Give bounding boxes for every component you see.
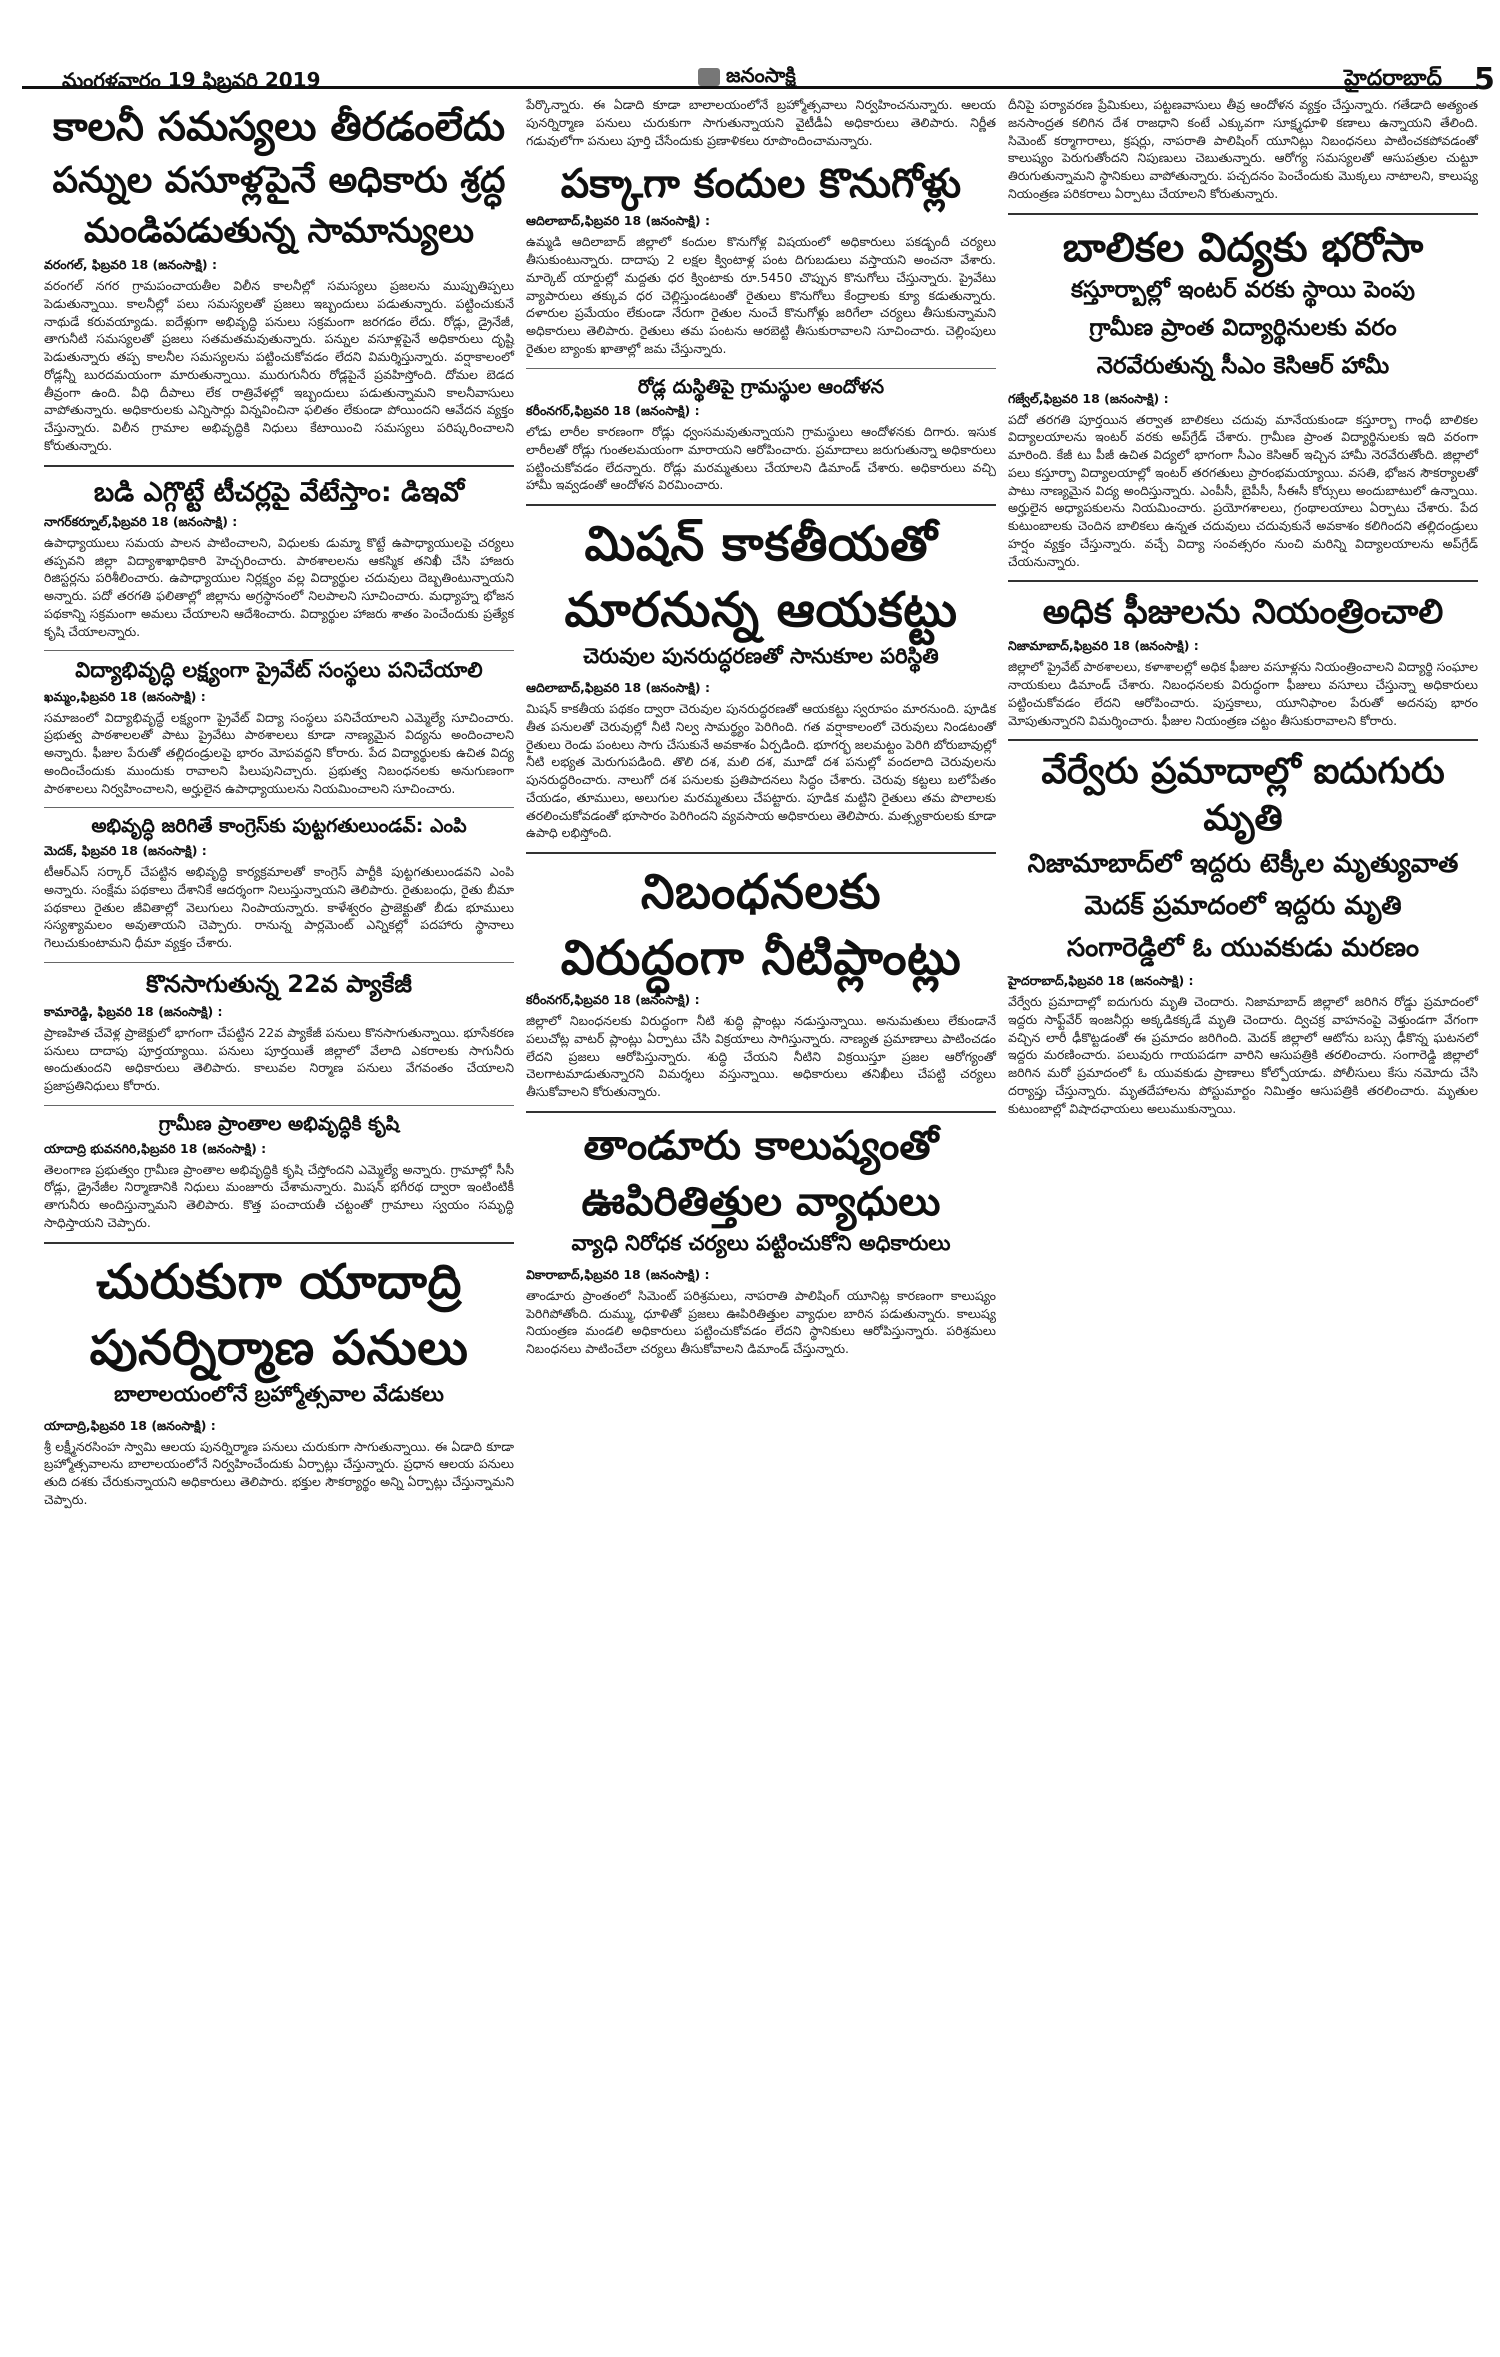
divider	[1008, 213, 1478, 215]
article-body: జిల్లాలో ప్రైవేట్ పాఠశాలలు, కళాశాలల్లో అధిక ఫీజుల వసూళ్లను నియంత్రించాలని విద్యార్థి సంఘాల నాయకులు డిమాండ్ చేశారు. నిబంధనలకు విరుద్ధంగా ఫీజులు వసూలు చేస్తున్నా అధికారులు పట్టించుకోవడం లేదని ఆరోపించారు. పుస్తకాలు, యూనిఫాంల పేరుతో అదనపు భారం మోపుతున్నారని విమర్శించారు. ఫీజుల నియంత్రణ చట్టం తీసుకురావాలని కోరారు.	[1008, 659, 1478, 728]
article-body: సమాజంలో విద్యాభివృద్ధే లక్ష్యంగా ప్రైవేట్ విద్యా సంస్థలు పనిచేయాలని ఎమ్మెల్యే సూచించారు. ప్రభుత్వ పాఠశాలలతో పాటు ప్రైవేటు పాఠశాలలు కూడా నాణ్యమైన విద్యను అందించాలని అన్నారు. ఫీజుల పేరుతో తల్లిదండ్రులపై భారం మోపవద్దని కోరారు. పేద విద్యార్థులకు ఉచిత విద్య అందించేందుకు ముందుకు రావాలని పిలుపునిచ్చారు. ప్రభుత్వ నిబంధనలకు అనుగుణంగా పాఠశాలలు నిర్వహించాలని, అర్హులైన ఉపాధ్యాయులను నియమించాలని సూచించారు.	[44, 709, 514, 796]
divider	[44, 465, 514, 467]
dateline: మెదక్, ఫిబ్రవరి 18 (జనంసాక్షి) :	[44, 843, 207, 859]
headline: అభివృద్ధి జరిగితే కాంగ్రెస్‌కు పుట్టగతులుండవ్: ఎంపి	[91, 815, 467, 838]
story-private-institutions	[44, 657, 514, 797]
headline: పునర్నిర్మాణ పనులు	[89, 1319, 469, 1376]
logo-icon	[698, 68, 720, 86]
divider	[44, 962, 514, 963]
story-rural-development	[44, 1112, 514, 1232]
story-continuation	[526, 96, 996, 149]
newspaper-logo	[698, 64, 796, 90]
headline: తాండూరు కాలుష్యంతో	[583, 1122, 939, 1169]
column-middle	[526, 96, 996, 1368]
dateline: వికారాబాద్,ఫిబ్రవరి 18 (జనంసాక్షి) :	[526, 1266, 710, 1282]
story-22nd-package	[44, 969, 514, 1095]
article-body: శ్రీ లక్ష్మీనరసింహ స్వామి ఆలయ పునర్నిర్మాణ పనులు చురుకుగా సాగుతున్నాయి. ఈ ఏడాది కూడా బ్రహ్మోత్సవాలను బాలాలయంలోనే నిర్వహించేందుకు ఏర్పాట్లు చేస్తున్నారు. ప్రధాన ఆలయ పనులు తుది దశకు చేరుకున్నాయని అధికారులు తెలిపారు. భక్తుల సౌకర్యార్థం అన్ని ఏర్పాట్లు చేస్తున్నామని చెప్పారు.	[44, 1438, 514, 1507]
headline: కొనసాగుతున్న 22వ ప్యాకేజీ	[146, 969, 412, 998]
story-congress-mp	[44, 814, 514, 951]
dateline: వరంగల్, ఫిబ్రవరి 18 (జనంసాక్షి) :	[44, 257, 217, 273]
story-teachers-absent	[44, 475, 514, 641]
article-body: తెలంగాణ ప్రభుత్వం గ్రామీణ ప్రాంతాల అభివృద్ధికి కృషి చేస్తోందని ఎమ్మెల్యే అన్నారు. గ్రామాల్లో సీసీ రోడ్లు, డ్రైనేజీల నిర్మాణానికి నిధులు మంజూరు చేశామన్నారు. మిషన్ భగీరథ ద్వారా ఇంటింటికీ తాగునీరు అందిస్తున్నామని తెలిపారు. కొత్త పంచాయతీ చట్టంతో గ్రామాలు స్వయం సమృద్ధి సాధిస్తాయని చెప్పారు.	[44, 1161, 514, 1230]
headline: వేర్వేరు ప్రమాదాల్లో ఐదుగురు మృతి	[1041, 751, 1445, 840]
dateline: యాదాద్రి,ఫిబ్రవరి 18 (జనంసాక్షి) :	[44, 1417, 216, 1433]
story-girls-education	[1008, 223, 1478, 571]
article-body: వేర్వేరు ప్రమాదాల్లో ఐదుగురు మృతి చెందారు. నిజామాబాద్ జిల్లాలో జరిగిన రోడ్డు ప్రమాదంలో ఇద్దరు సాఫ్ట్‌వేర్ ఇంజనీర్లు అక్కడికక్కడే మృతి చెందారు. ద్విచక్ర వాహనంపై వెళ్తుండగా వేగంగా వచ్చిన లారీ ఢీకొట్టడంతో ఈ ప్రమాదం జరిగింది. మెదక్ జిల్లాలో ఆటోను బస్సు ఢీకొన్న ఘటనలో ఇద్దరు మరణించారు. పలువురు గాయపడగా వారిని ఆసుపత్రికి తరలించారు. సంగారెడ్డి జిల్లాలో జరిగిన మరో ప్రమాదంలో ఓ యువకుడు ప్రాణాలు కోల్పోయాడు. పోలీసులు కేసు నమోదు చేసి దర్యాప్తు చేస్తున్నారు. మృతదేహాలను పోస్టుమార్టం నిమిత్తం ఆసుపత్రికి తరలించారు. మృతుల కుటుంబాల్లో విషాదఛాయలు అలుముకున్నాయి.	[1008, 994, 1478, 1116]
dateline: ఆదిలాబాద్,ఫిబ్రవరి 18 (జనంసాక్షి) :	[526, 680, 710, 696]
dateline: గజ్వేల్,ఫిబ్రవరి 18 (జనంసాక్షి) :	[1008, 390, 1169, 406]
edition-city: హైదరాబాద్	[1344, 66, 1442, 91]
headline: గ్రామీణ ప్రాంతాల అభివృద్ధికి కృషి	[158, 1112, 400, 1135]
story-mission-kakatiya	[526, 514, 996, 842]
logo-text: జనంసాక్షి	[726, 62, 796, 87]
divider	[44, 1242, 514, 1244]
headline: రోడ్ల దుస్థితిపై గ్రామస్థుల ఆందోళన	[637, 375, 885, 398]
story-redgram-procurement	[526, 159, 996, 357]
dateline: యాదాద్రి భువనగిరి,ఫిబ్రవరి 18 (జనంసాక్షి) :	[44, 1140, 267, 1156]
article-body: పదో తరగతి పూర్తయిన తర్వాత బాలికలు చదువు మానేయకుండా కస్తూర్బా గాంధీ బాలికల విద్యాలయాలను ఇంటర్ వరకు అప్‌గ్రేడ్ చేశారు. గ్రామీణ ప్రాంత విద్యార్థినులకు ఇది వరంగా మారింది. కేజీ టు పీజీ ఉచిత విద్యలో భాగంగా సీఎం కెసిఆర్ ఇచ్చిన హామీ నెరవేరుతోంది. జిల్లాలో పలు కస్తూర్బా విద్యాలయాల్లో ఇంటర్ తరగతులు ప్రారంభమయ్యాయి. వసతి, భోజన సౌకర్యాలతో పాటు నాణ్యమైన విద్య అందిస్తున్నారు. ఎంపీసీ, బైపీసీ, సీఈసీ కోర్సులు అందుబాటులో ఉన్నాయి. అర్హులైన అధ్యాపకులను నియమించారు. ప్రయోగశాలలు, గ్రంథాలయాలు ఏర్పాటు చేశారు. పేద కుటుంబాలకు చెందిన బాలికలు ఉన్నత చదువులు చదువుకునే అవకాశం కలిగిందని తల్లిదండ్రులు హర్షం వ్యక్తం చేస్తున్నారు. వచ్చే విద్యా సంవత్సరం నుంచి మరిన్ని విద్యాలయాలను అప్‌గ్రేడ్ చేయనున్నారు.	[1008, 411, 1478, 569]
headline: అధిక ఫీజులను నియంత్రించాలి	[1042, 592, 1444, 633]
headline: పక్కాగా కందుల కొనుగోళ్లు	[560, 161, 962, 208]
article-body: ఉమ్మడి ఆదిలాబాద్ జిల్లాలో కందుల కొనుగోళ్ల విషయంలో అధికారులు పకడ్బందీ చర్యలు తీసుకుంటున్నారు. దాదాపు 2 లక్షల క్వింటాళ్ల పంట దిగుబడులు వస్తాయని అంచనా వేశారు. మార్కెట్ యార్డుల్లో మద్దతు ధర క్వింటాకు రూ.5450 చొప్పున కొనుగోలు చేస్తున్నారు. ప్రైవేటు వ్యాపారులు తక్కువ ధర చెల్లిస్తుండటంతో రైతులు కొనుగోలు కేంద్రాలకు క్యూ కడుతున్నారు. దళారుల ప్రమేయం లేకుండా నేరుగా రైతుల నుంచే కొనుగోళ్లు జరిగేలా చర్యలు తీసుకున్నామని అధికారులు తెలిపారు. రైతులు తమ పంటను ఆరబెట్టి తీసుకురావాలని సూచించారు. చెల్లింపులు రైతుల బ్యాంకు ఖాతాల్లో జమ చేస్తున్నారు.	[526, 234, 996, 356]
article-body: మిషన్ కాకతీయ పథకం ద్వారా చెరువుల పునరుద్ధరణతో ఆయకట్టు స్వరూపం మారనుంది. పూడిక తీత పనులతో చెరువుల్లో నీటి నిల్వ సామర్థ్యం పెరిగింది. గత వర్షాకాలంలో చెరువులు నిండటంతో రైతులు రెండు పంటలు సాగు చేసుకునే అవకాశం ఏర్పడింది. భూగర్భ జలమట్టం పెరిగి బోరుబావుల్లో నీటి లభ్యత మెరుగుపడింది. తొలి దశ, మలి దశ, మూడో దశ పనుల్లో వందలాది చెరువులను పునరుద్ధరించారు. నాలుగో దశ పనులకు ప్రతిపాదనలు సిద్ధం చేశారు. చెరువు కట్టలు బలోపేతం చేయడం, తూములు, అలుగుల మరమ్మతులు చేపట్టారు. పూడిక మట్టిని రైతులు తమ పొలాలకు తరలించుకోవడంతో భూసారం పెరిగిందని వ్యవసాయ అధికారులు తెలిపారు. మత్స్యకారులకు కూడా ఉపాధి లభిస్తోంది.	[526, 701, 996, 841]
masthead	[22, 0, 1495, 97]
story-colony-problems	[44, 102, 514, 455]
divider	[44, 807, 514, 808]
headline: మిషన్ కాకతీయతో	[584, 516, 938, 573]
headline: నిబంధనలకు	[640, 864, 882, 921]
headline: బడి ఎగ్గొట్టే టీచర్లపై వేటేస్తాం: డిఇవో	[93, 476, 465, 508]
headline: ఊపిరితిత్తుల వ్యాధులు	[581, 1178, 941, 1225]
divider	[526, 504, 996, 506]
article-body: లోడు లారీల కారణంగా రోడ్లు ధ్వంసమవుతున్నాయని గ్రామస్థులు ఆందోళనకు దిగారు. ఇసుక లారీలతో రోడ్లు గుంతలమయంగా మారాయని ఆరోపించారు. ప్రమాదాలు జరుగుతున్నా అధికారులు పట్టించుకోవడం లేదన్నారు. రోడ్లు మరమ్మతులు చేయాలని డిమాండ్ చేశారు. అధికారులు వచ్చి హామీ ఇవ్వడంతో ఆందోళన విరమించారు.	[526, 424, 996, 493]
story-road-protest	[526, 375, 996, 495]
article-body: ప్రాణహిత చేవెళ్ల ప్రాజెక్టులో భాగంగా చేపట్టిన 22వ ప్యాకేజీ పనులు కొనసాగుతున్నాయి. భూసేకరణ పనులు దాదాపు పూర్తయ్యాయి. పనులు పూర్తయితే జిల్లాలో వేలాది ఎకరాలకు సాగునీరు అందుతుందని అధికారులు తెలిపారు. కాలువల నిర్మాణ పనులు వేగవంతం చేయాలని ప్రజాప్రతినిధులు కోరారు.	[44, 1024, 514, 1094]
story-water-plants	[526, 862, 996, 1101]
story-accidents	[1008, 749, 1478, 1117]
article-body: దీనిపై పర్యావరణ ప్రేమికులు, పట్టణవాసులు తీవ్ర ఆందోళన వ్యక్తం చేస్తున్నారు. గతేడాది అత్యంత జనసాంద్రత కలిగిన దేశ రాజధాని కంటే ఎక్కువగా సూక్ష్మధూళి కణాలు ఉన్నాయని తేలింది. సిమెంట్ కర్మాగారాలు, క్రషర్లు, నాపరాతి పాలిషింగ్ యూనిట్లు నిబంధనలు పాటించకపోవడంతో కాలుష్యం పెరుగుతోందని నిపుణులు చెబుతున్నారు. ఆరోగ్య సమస్యలతో ఆసుపత్రుల చుట్టూ తిరుగుతున్నామని స్థానికులు వాపోతున్నారు. పచ్చదనం పెంచేందుకు మొక్కలు నాటాలని, కాలుష్య నియంత్రణ పరికరాలు ఏర్పాటు చేయాలని కోరుతున్నారు.	[1008, 97, 1478, 201]
issue-date: మంగళవారం 19 ఫిబ్రవరి 2019	[62, 68, 321, 92]
subheadline: బాలాలయంలోనే బ్రహ్మోత్సవాల వేడుకలు	[114, 1381, 444, 1406]
headline: బాలికల విద్యకు భరోసా	[1062, 224, 1424, 271]
subheadline: చెరువుల పునరుద్ధరణతో సానుకూల పరిస్థితి	[583, 644, 939, 669]
subheadline: సంగారెడ్డిలో ఓ యువకుడు మరణం	[1066, 933, 1420, 964]
dateline: కరీంనగర్,ఫిబ్రవరి 18 (జనంసాక్షి) :	[526, 992, 700, 1008]
subheadline: మండిపడుతున్న సామాన్యులు	[83, 211, 475, 251]
divider	[526, 1111, 996, 1113]
divider	[526, 368, 996, 369]
article-body: వరంగల్ నగర గ్రామపంచాయతీల విలీన కాలనీల్లో సమస్యలు ప్రజలను ముప్పుతిప్పలు పెడుతున్నాయి. కాలనీల్లో పలు సమస్యలతో ప్రజలు ఇబ్బందులు పడుతున్నారు. పట్టించుకునే నాథుడే కరువయ్యాడు. ఐదేళ్లుగా అభివృద్ధి పనులు సక్రమంగా జరగడం లేదు. రోడ్లు, డ్రైనేజీ, తాగునీటి సమస్యలతో ప్రజలు సతమతమవుతున్నారు. పన్నుల వసూళ్లపైనే అధికారులు దృష్టి పెడుతున్నారు తప్ప కాలనీల సమస్యలను పట్టించుకోవడం లేదని విమర్శిస్తున్నారు. వర్షాకాలంలో రోడ్లన్నీ బురదమయంగా మారుతున్నాయి. మురుగునీరు రోడ్లపైనే ప్రవహిస్తోంది. దోమల బెడద తీవ్రంగా ఉంది. వీధి దీపాలు లేక రాత్రివేళల్లో ఇబ్బందులు పడుతున్నామని కాలనీవాసులు వాపోతున్నారు. అధికారులకు ఎన్నిసార్లు విన్నవించినా ఫలితం లేకుండా పోయిందని ఆవేదన వ్యక్తం చేస్తున్నారు. విలీన గ్రామాల అభివృద్ధికి నిధులు కేటాయించి సమస్యలు పరిష్కరించాలని కోరుతున్నారు.	[44, 278, 514, 453]
dateline: కరీంనగర్,ఫిబ్రవరి 18 (జనంసాక్షి) :	[526, 403, 700, 419]
article-body: ఉపాధ్యాయులు సమయ పాలన పాటించాలని, విధులకు డుమ్మా కొట్టే ఉపాధ్యాయులపై చర్యలు తప్పవని జిల్లా విద్యాశాఖాధికారి హెచ్చరించారు. పాఠశాలలను ఆకస్మిక తనిఖీ చేసి హాజరు రిజిస్టర్లను పరిశీలించారు. ఉపాధ్యాయుల నిర్లక్ష్యం వల్ల విద్యార్థుల చదువులు దెబ్బతింటున్నాయని అన్నారు. పదో తరగతి ఫలితాల్లో జిల్లాను అగ్రస్థానంలో నిలపాలని సూచించారు. మధ్యాహ్న భోజన పథకాన్ని సక్రమంగా అమలు చేయాలని ఆదేశించారు. విద్యార్థుల హాజరు శాతం పెంచేందుకు ప్రత్యేక కృషి చేయాలన్నారు.	[44, 534, 514, 639]
subheadline: నిజామాబాద్‌లో ఇద్దరు టెక్కీల మృత్యువాత	[1027, 849, 1459, 880]
dateline: కామారెడ్డి, ఫిబ్రవరి 18 (జనంసాక్షి) :	[44, 1003, 223, 1019]
dateline: ఆదిలాబాద్,ఫిబ్రవరి 18 (జనంసాక్షి) :	[526, 213, 710, 229]
article-body: జిల్లాలో నిబంధనలకు విరుద్ధంగా నీటి శుద్ధి ప్లాంట్లు నడుస్తున్నాయి. అనుమతులు లేకుండానే పలుచోట్ల వాటర్ ప్లాంట్లు ఏర్పాటు చేసి విక్రయాలు సాగిస్తున్నారు. నాణ్యత ప్రమాణాలు పాటించడం లేదని ప్రజలు ఆరోపిస్తున్నారు. శుద్ధి చేయని నీటిని విక్రయిస్తూ ప్రజల ఆరోగ్యంతో చెలగాటమాడుతున్నారని విమర్శలు వస్తున్నాయి. అధికారులు తనిఖీలు చేపట్టి చర్యలు తీసుకోవాలని కోరుతున్నారు.	[526, 1013, 996, 1100]
story-yadadri	[44, 1252, 514, 1509]
page-number: 5	[1474, 62, 1495, 97]
headline: చురుకుగా యాదాద్రి	[96, 1253, 462, 1310]
column-left	[44, 96, 514, 1519]
article-body: తాండూరు ప్రాంతంలో సిమెంట్ పరిశ్రమలు, నాపరాతి పాలిషింగ్ యూనిట్ల కారణంగా కాలుష్యం పెరిగిపోతోంది. దుమ్ము, ధూళితో ప్రజలు ఊపిరితిత్తుల వ్యాధుల బారిన పడుతున్నారు. కాలుష్య నియంత్రణ మండలి అధికారులు పట్టించుకోవడం లేదని స్థానికులు ఆరోపిస్తున్నారు. పరిశ్రమలు నిబంధనలు పాటించేలా చర్యలు తీసుకోవాలని డిమాండ్ చేస్తున్నారు.	[526, 1287, 996, 1357]
headline: పన్నుల వసూళ్లపైనే అధికారు శ్రద్ధ	[52, 160, 506, 201]
headline: విరుద్ధంగా నీటిప్లాంట్లు	[560, 930, 962, 987]
subheadline: మెదక్ ప్రమాదంలో ఇద్దరు మృతి	[1084, 891, 1402, 922]
column-right	[1008, 96, 1478, 1127]
divider	[1008, 580, 1478, 582]
headline: విద్యాభివృద్ధి లక్ష్యంగా ప్రైవేట్ సంస్థలు పనిచేయాలి	[75, 658, 483, 683]
subheadline: కస్తూర్బాల్లో ఇంటర్ వరకు స్థాయి పెంపు	[1071, 276, 1415, 303]
divider	[1008, 739, 1478, 741]
dateline: హైదరాబాద్,ఫిబ్రవరి 18 (జనంసాక్షి) :	[1008, 973, 1194, 989]
subheadline: గ్రామీణ ప్రాంత విద్యార్థినులకు వరం	[1089, 314, 1397, 341]
dateline: ఖమ్మం,ఫిబ్రవరి 18 (జనంసాక్షి) :	[44, 688, 206, 704]
story-fee-regulation	[1008, 590, 1478, 729]
headline: మారనున్న ఆయకట్టు	[564, 582, 958, 639]
article-body: పేర్కొన్నారు. ఈ ఏడాది కూడా బాలాలయంలోనే బ్రహ్మోత్సవాలు నిర్వహించనున్నారు. ఆలయ పునర్నిర్మాణ పనులు చురుకుగా సాగుతున్నాయని వైటీడీఏ అధికారులు తెలిపారు. నిర్ణీత గడువులోగా పనులు పూర్తి చేసేందుకు ప్రణాళికలు రూపొందించామన్నారు.	[526, 97, 996, 148]
divider	[44, 1105, 514, 1106]
headline: కాలనీ సమస్యలు తీరడంలేదు	[52, 104, 506, 150]
article-body: టీఆర్‌ఎస్ సర్కార్ చేపట్టిన అభివృద్ధి కార్యక్రమాలతో కాంగ్రెస్ పార్టీకి పుట్టగతులుండవని ఎంపి అన్నారు. సంక్షేమ పథకాలు దేశానికే ఆదర్శంగా నిలుస్తున్నాయని తెలిపారు. రైతుబంధు, రైతు బీమా పథకాలు రైతుల జీవితాల్లో వెలుగులు నింపాయన్నారు. కాళేశ్వరం ప్రాజెక్టుతో బీడు భూములు సస్యశ్యామలం అవుతాయని చెప్పారు. రానున్న పార్లమెంట్ ఎన్నికల్లో పదహారు స్థానాలు గెలుచుకుంటామని ధీమా వ్యక్తం చేశారు.	[44, 864, 514, 951]
story-continuation	[1008, 96, 1478, 203]
subheadline: నెరవేరుతున్న సీఎం కెసిఆర్ హామీ	[1096, 352, 1390, 379]
subheadline: వ్యాధి నిరోధక చర్యలు పట్టించుకోని అధికారులు	[571, 1230, 951, 1255]
story-tandur-pollution	[526, 1121, 996, 1358]
divider	[526, 852, 996, 854]
dateline: నిజామాబాద్,ఫిబ్రవరి 18 (జనంసాక్షి) :	[1008, 638, 1199, 654]
divider	[44, 650, 514, 651]
dateline: నాగర్‌కర్నూల్,ఫిబ్రవరి 18 (జనంసాక్షి) :	[44, 513, 238, 529]
